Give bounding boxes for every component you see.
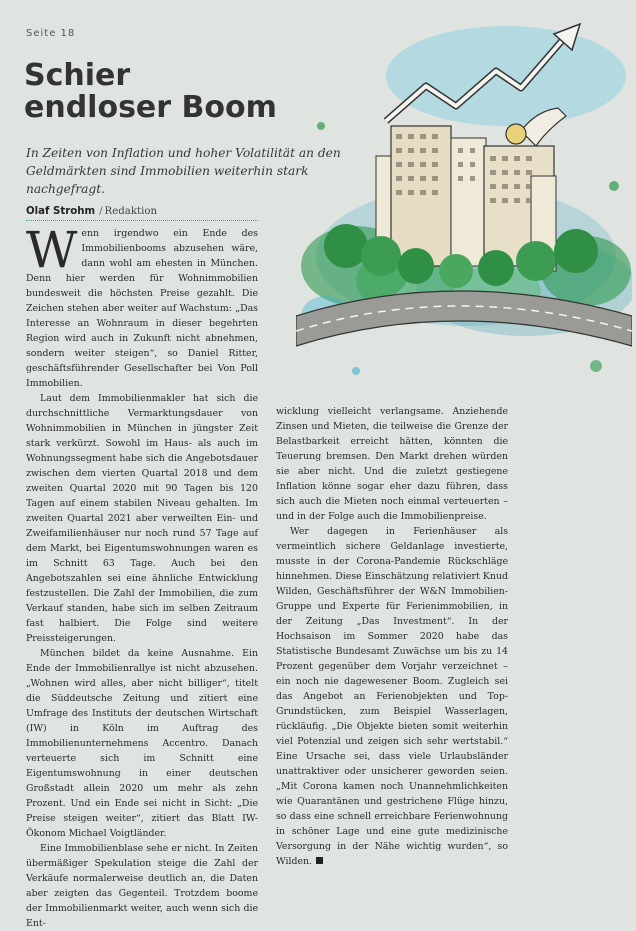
author-name: Olaf Strohm — [26, 206, 96, 217]
article-column-left — [26, 221, 258, 931]
article-column-right — [276, 404, 508, 869]
byline-separator: / — [99, 206, 103, 217]
paragraph-1 — [26, 221, 258, 391]
article-lead: In Zeiten von Inflation und hoher Volatilität an den Geldmärkten sind Immobilien weiterhin stark nachgefragt. — [26, 146, 341, 196]
paragraph-5 — [276, 524, 508, 869]
paragraph-2: Laut dem Immobilienmakler hat sich die durchschnittliche Vermarktungsdauer von Wohnimmobilien in München in jüngster Zeit stark verkürzt. Sowohl im Haus- als auch im Wohnungssegment habe sich die Angebotsdauer zwischen dem vierten Quartal 2018 und dem zweiten Quartal 2020 mit 90 Tagen bis 120 Tagen auf einem stabilen Niveau gehalten. Im zweiten Quartal 2021 aber verweilten Ein- und Zweifamilienhäuser nur noch rund 57 Tage auf dem Markt, bei Eigentumswohnungen waren es im Schnitt 63 Tage. Auch bei den Angebotszahlen sei eine ähnliche Entwicklung festzustellen. Die Zahl der Immobilien, die zum Verkauf standen, habe sich im selben Zeitraum fast halbiert. Die Folge sind weitere Preissteigerungen. — [26, 393, 258, 644]
dropcap: W — [26, 221, 78, 279]
author-role: Redaktion — [104, 206, 158, 217]
paragraph-4-end: wicklung vielleicht verlangsame. Anziehende Zinsen und Mieten, die teilweise die Grenze der Belastbarkeit erreicht hätten, könnten die Teuerung bremsen. Den Markt drehen würden sie aber nicht. Und die zuletzt gestiegene Inflation könne sogar eher dazu führen, dass sich auch die Mieten noch einmal verteuerten – und in der Folge auch die Immobilienpreise. — [276, 406, 508, 522]
paragraph-1-text: enn irgendwo ein Ende des Immobilienbooms abzusehen wäre, dann wohl am ehesten in München. Denn hier werden für Wohnimmobilien bundesweit die höchsten Preise gezahlt. Die Zeichen stehen aber weiter auf Wachstum: „Das Interesse an Wohnraum in dieser begehrten Region wird auch in Zukunft nicht abnehmen, sondern weiter steigen“, so Daniel Ritter, geschäftsführender Gesellschafter bei Von Poll Immobilien. — [26, 228, 258, 389]
title-line-2: endloser Boom — [24, 90, 277, 125]
rising-arrow-city-illustration — [296, 16, 632, 396]
page-number: Seite 18 — [26, 28, 76, 39]
end-square-icon — [316, 857, 323, 864]
title-line-1: Schier — [24, 58, 131, 93]
article-title — [24, 60, 277, 124]
paragraph-3: München bildet da keine Ausnahme. Ein Ende der Immobilienrallye ist nicht abzusehen. „Wohnen wird alles, aber nicht billiger“, titelt die Süddeutsche Zeitung und zitiert eine Umfrage des Instituts der deutschen Wirtschaft (IW) in Köln im Auftrag des Immobilienunternehmens Accentro. Danach verteuerte sich im Schnitt eine Eigentumswohnung in einer deutschen Großstadt allein 2020 um mehr als zehn Prozent. Und ein Ende sei nicht in Sicht: „Die Preise steigen weiter“, zitiert das Blatt IW-Ökonom Michael Voigtländer. — [26, 648, 258, 839]
byline — [26, 206, 258, 221]
paragraph-4-start: Eine Immobilienblase sehe er nicht. In Zeiten übermäßiger Spekulation steige die Zahl der Verkäufe normalerweise deutlich an, die Daten aber zeigten das Gegenteil. Trotzdem boome der Immobilienmarkt weiter, auch wenn sich die Ent- — [26, 843, 258, 929]
paragraph-5-text: Wer dagegen in Ferienhäuser als vermeintlich sichere Geldanlage investierte, musste in der Corona-Pandemie Rückschläge hinnehmen. Diese Einschätzung relativiert Knud Wilden, Geschäftsführer der W&N Immobilien-Gruppe und Experte für Ferienimmobilien, in der Zeitung „Das Investment“. In der Hochsaison im Sommer 2020 habe das Statistische Bundesamt Zuwächse um bis zu 14 Prozent gegenüber dem Vorjahr verzeichnet – ein noch nie dagewesener Boom. Zugleich sei das Angebot an Ferienobjekten und Top-Grundstücken, zum Beispiel Wasserlagen, rückläufig. „Die Objekte bieten somit weiterhin viel Potenzial und zeigen sich sehr wertstabil.“ Eine Ursache sei, dass viele Urlaubsländer unattraktiver oder unsicherer geworden seien. „Mit Corona kamen noch Unannehmlichkeiten wie Quarantänen und gestrichene Flüge hinzu, so dass eine schnell erreichbare Ferienwohnung in schöner Lage und eine gute medizinische Versorgung in der Nähe wichtig wurden“, so Wilden. — [276, 526, 508, 867]
